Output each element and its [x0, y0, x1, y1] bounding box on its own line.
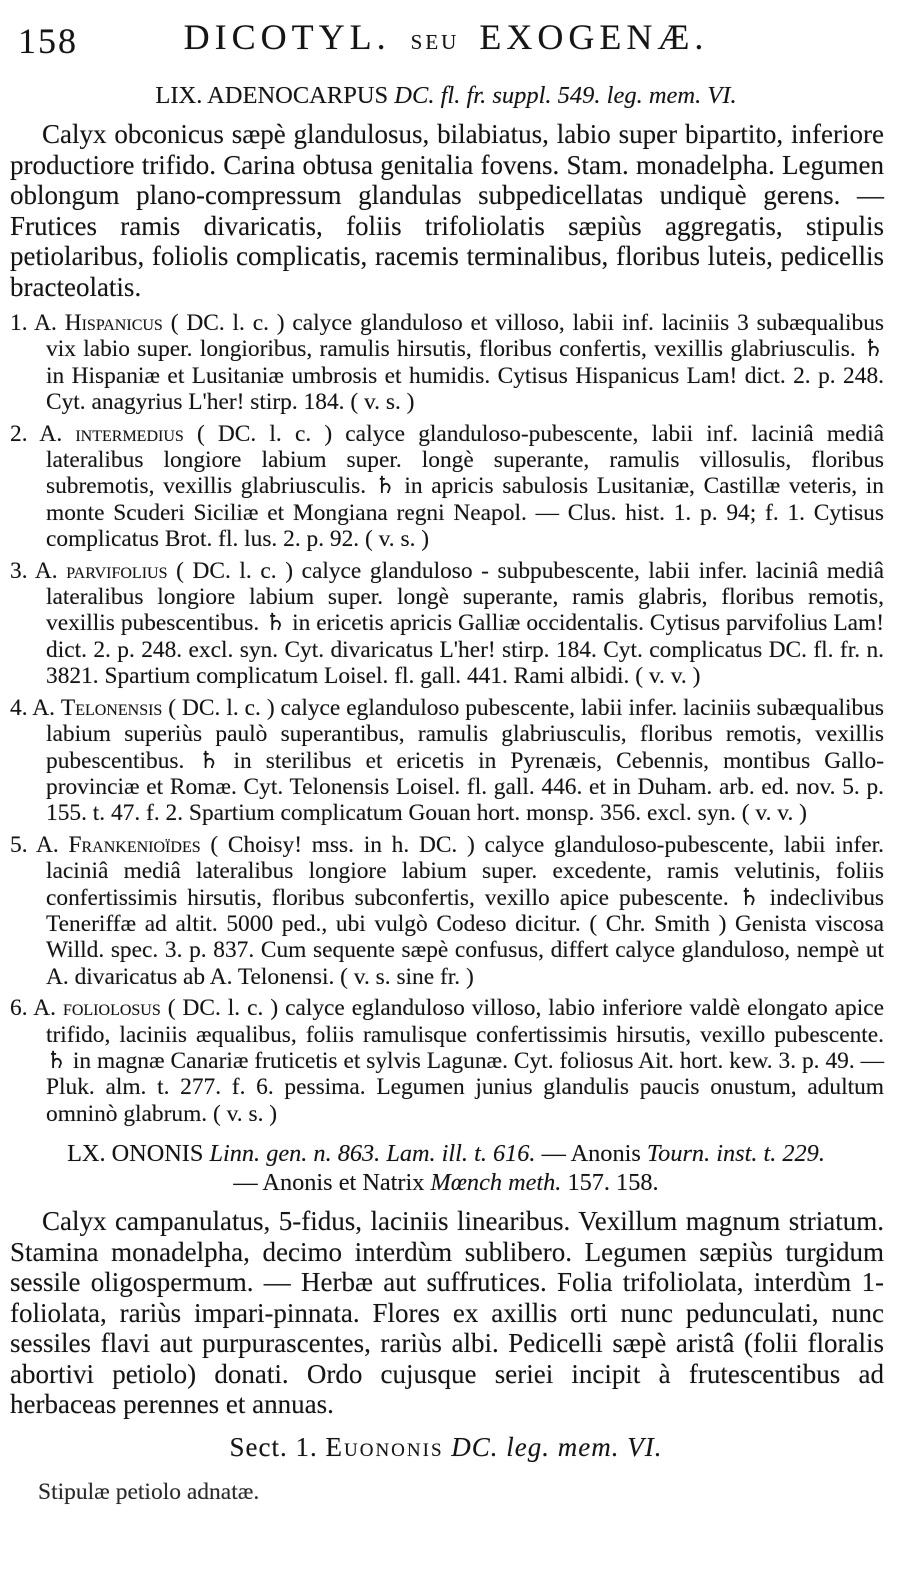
running-title-part3: EXOGENÆ. [479, 17, 709, 57]
species-text: ( Choisy! mss. in h. DC. ) calyce glanduloso-pubescente, labii infer. laciniâ mediâ lateralibus longiore labium super. excedente, ramis velutinis, foliis confertissimis hirsutis, floribus subconfertis, vexillo apice pubescente. ♄ indeclivibus Teneriffæ ad altit. 5000 ped., ubi vulgò Codeso dicitur. ( Chr. Smith ) Genista viscosa Willd. spec. 3. p. 837. Cum sequente sæpè confusus, differt calyce glanduloso, nempè ut A. divaricatus ab A. Telonensi. ( v. s. sine fr. ) [46, 831, 884, 990]
species-entry-frankenioides [10, 832, 884, 990]
adenocarpus-description: Calyx obconicus sæpè glandulosus, bilabiatus, labio super bipartito, inferiore productiore trifido. Carina obtusa genitalia fovens. Stam. monadelpha. Legumen oblongum plano-compressum glandulas subpedicellatas undiquè gerens. — Frutices ramis divaricatis, foliis trifoliolatis sæpiùs aggregatis, stipulis petiolaribus, foliolis complicatis, racemis terminalibus, floribus luteis, pedicellis bracteolatis. [10, 119, 884, 302]
ononis-heading-dash: — [541, 1140, 566, 1168]
running-title-part2: seu [410, 23, 460, 56]
ononis-heading-cit1: Linn. gen. n. 863. Lam. ill. t. 616. [209, 1140, 536, 1168]
section-heading-euononis [8, 1432, 884, 1463]
species-number: 3. A. [10, 557, 58, 584]
species-entry-parvifolius [10, 558, 884, 690]
species-name: Frankenioïdes [68, 831, 201, 858]
species-number: 4. A. [10, 694, 55, 721]
ononis-heading-cit3: Mœnch meth. [430, 1169, 562, 1197]
ononis-heading-pages: 157. 158. [567, 1169, 659, 1197]
species-name: foliolosus [62, 995, 161, 1022]
ononis-description: Calyx campanulatus, 5-fidus, laciniis linearibus. Vexillum magnum striatum. Stamina monadelpha, decimo interdùm sublibero. Legumen sæpiùs turgidum sessile oligospermum. — Herbæ aut suffrutices. Folia trifoliolata, interdùm 1-foliolata, rariùs impari-pinnata. Flores ex axillis orti nunc pedunculati, nunc sessiles flavi aut purpurascentes, rariùs albi. Pedicelli sæpè aristâ (folii floralis abortivi petiolo) donati. Ordo cujusque seriei incipit à frutescentibus ad herbaceas perennes et annuas. [10, 1206, 884, 1420]
species-text: ( DC. l. c. ) calyce eglanduloso villoso, labio inferiore valdè elongato apice trifido, laciniis æqualibus, foliis ramulisque confertissimis hirsutis, vexillo pubescente. ♄ in magnæ Canariæ fruticetis et sylvis Lagunæ. Cyt. foliosus Ait. hort. kew. 3. p. 49. — Pluk. alm. t. 277. f. 6. pessima. Legumen junius glandulis paucis onustum, adultum omninò glabrum. ( v. s. ) [46, 995, 885, 1127]
page-header [8, 16, 884, 68]
species-number: 5. A. [10, 831, 59, 858]
species-text: ( DC. l. c. ) calyce glanduloso - subpubescente, labii infer. laciniâ mediâ lateralibus longiore labium super. longè superante, ramis glabris, floribus remotis, vexillis pubescentibus. ♄ in ericetis apricis Galliæ occidentalis. Cytisus parvifolius Lam! dict. 2. p. 248. excl. syn. Cyt. divaricatus L'her! stirp. 184. Cyt. complicatus DC. fl. fr. n. 3821. Spartium complicatum Loisel. fl. gall. 441. Rami albidi. ( v. v. ) [46, 557, 884, 690]
species-number: 2. A. [10, 420, 63, 447]
species-name: intermedius [75, 420, 184, 447]
species-entry-intermedius [10, 421, 884, 553]
species-entry-foliolosus [10, 995, 884, 1127]
species-number: 6. A. [10, 995, 56, 1022]
species-name: Hispanicus [64, 310, 163, 336]
species-entry-hispanicus [10, 310, 884, 416]
species-number: 1. A. [10, 310, 57, 336]
section-citation: DC. leg. mem. VI. [451, 1431, 663, 1462]
species-text: ( DC. l. c. ) calyce eglanduloso pubescente, labii infer. laciniis subæqualibus labium superiùs paulò superantibus, ramulis glabriusculis, floribus remotis, vexillis pubescentibus. ♄ in sterilibus et ericetis in Pyrenæis, Cebennis, montibus Gallo-provinciæ et Romæ. Cyt. Telonensis Loisel. fl. gall. 446. et in Duham. arb. ed. nov. 5. p. 155. t. 47. f. 2. Spartium complicatum Gouan hort. monsp. 356. excl. syn. ( v. v. ) [46, 694, 884, 827]
species-text: ( DC. l. c. ) calyce glanduloso-pubescente, labii inf. laciniâ mediâ lateralibus longiore labium super. longè superante, ramulis villosulis, floribus subremotis, vexillis glabriusculis. ♄ in apricis sabulosis Lusitaniæ, Castillæ veteris, in monte Scuderi Siciliæ et Mongiana regni Neapol. — Clus. hist. 1. p. 94; f. 1. Cytisus complicatus Brot. fl. lus. 2. p. 92. ( v. s. ) [46, 420, 884, 553]
stipules-note: Stipulæ petiolo adnatæ. [38, 1478, 260, 1505]
genus-heading-label: LIX. ADENOCARPUS [155, 82, 389, 109]
running-title-part1: DICOTYL. [183, 17, 391, 57]
genus-heading-ononis [32, 1139, 860, 1197]
section-name: Euononis [325, 1431, 444, 1462]
ononis-heading-syn1: Anonis [570, 1140, 641, 1168]
ononis-heading-syn2: — Anonis et Natrix [233, 1169, 425, 1197]
species-name: Telonensis [60, 694, 163, 721]
species-text: ( DC. l. c. ) calyce glanduloso et villoso, labii inf. laciniis 3 subæqualibus vix labio super. longioribus, ramulis hirsutis, floribus confertis, vexillis glabriusculis. ♄ in Hispaniæ et Lusitaniæ umbrosis et humidis. Cytisus Hispanicus Lam! dict. 2. p. 248. Cyt. anagyrius L'her! stirp. 184. ( v. s. ) [46, 310, 884, 416]
species-entry-telonensis [10, 695, 884, 827]
genus-heading-adenocarpus [8, 82, 884, 110]
running-title [8, 16, 884, 58]
species-list [8, 310, 884, 1127]
ononis-heading-cit2: Tourn. inst. t. 229. [646, 1140, 825, 1168]
ononis-heading-label: LX. ONONIS [67, 1140, 204, 1168]
species-name: parvifolius [66, 557, 168, 584]
page-number: 158 [18, 21, 78, 61]
genus-heading-citation: DC. fl. fr. suppl. 549. leg. mem. VI. [394, 82, 737, 109]
section-label: Sect. 1. [229, 1431, 318, 1462]
